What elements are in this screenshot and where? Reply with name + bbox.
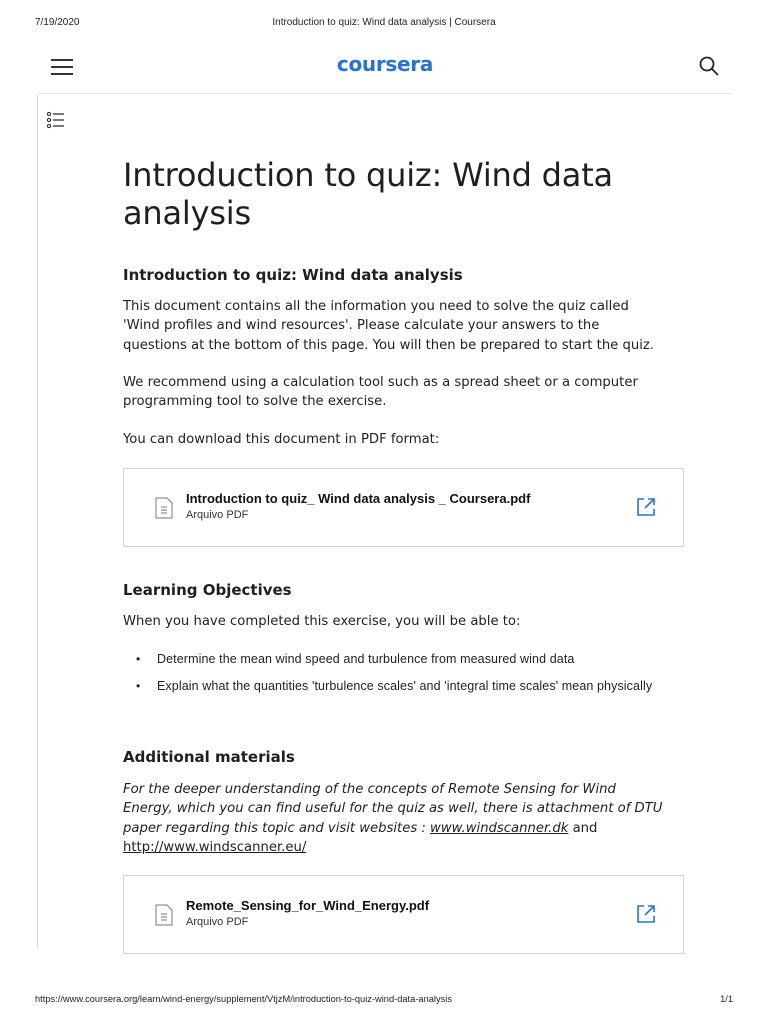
sidebar-divider (37, 95, 38, 948)
print-page-number: 1/1 (720, 994, 733, 1004)
additional-materials-paragraph (123, 780, 663, 857)
attachment-name[interactable]: Remote_Sensing_for_Wind_Energy.pdf (186, 898, 430, 913)
intro-heading: Introduction to quiz: Wind data analysis (123, 266, 463, 284)
additional-and: and (568, 820, 598, 836)
document-icon (155, 497, 173, 519)
list-item: • Determine the mean wind speed and turbulence from measured wind data (123, 650, 663, 668)
print-page-title: Introduction to quiz: Wind data analysis | Coursera (272, 17, 496, 28)
attachment-type: Arquivo PDF (186, 916, 249, 928)
tool-paragraph: We recommend using a calculation tool such as a spread sheet or a computer programming tool to solve the exercise. (123, 375, 638, 410)
objectives-heading: Learning Objectives (123, 581, 292, 599)
print-header (0, 17, 768, 31)
page-title: Introduction to quiz: Wind data analysis (123, 156, 613, 232)
coursera-logo[interactable]: coursera (336, 52, 434, 76)
open-external-icon[interactable] (635, 496, 657, 518)
attachment-type: Arquivo PDF (186, 509, 249, 521)
attachment-card-remote-sensing-pdf[interactable] (123, 875, 684, 954)
print-url: https://www.coursera.org/learn/wind-energy/supplement/VtjzM/introduction-to-quiz-wind-data-analysis (35, 994, 452, 1004)
list-outline-icon[interactable] (46, 110, 66, 130)
top-navigation-bar (38, 46, 732, 94)
document-icon (155, 904, 173, 926)
list-item: • Explain what the quantities 'turbulence scales' and 'integral time scales' mean physically (123, 677, 663, 695)
windscanner-eu-link[interactable]: http://www.windscanner.eu/ (123, 839, 307, 855)
open-external-icon[interactable] (635, 903, 657, 925)
download-paragraph: You can download this document in PDF format: (123, 432, 440, 447)
print-footer (0, 994, 768, 1008)
objectives-list (123, 650, 663, 704)
objectives-intro: When you have completed this exercise, you will be able to: (123, 614, 521, 629)
attachment-name[interactable]: Introduction to quiz_ Wind data analysis _ Coursera.pdf (186, 491, 531, 506)
print-date: 7/19/2020 (35, 17, 80, 28)
main-content (123, 156, 685, 928)
intro-paragraph: This document contains all the information you need to solve the quiz called 'Wind profiles and wind resources'. Please calculate your answers to the questions at the bottom of this page. You will then be prepared to start the quiz. (123, 299, 654, 353)
search-icon[interactable] (698, 55, 720, 77)
additional-materials-heading: Additional materials (123, 748, 295, 766)
windscanner-dk-link[interactable]: www.windscanner.dk (430, 820, 569, 836)
additional-text: For the deeper understanding of the concepts of Remote Sensing for Wind Energy, which you can find useful for the quiz as well, there is attachment of DTU paper regarding this topic and visit websites : (123, 782, 663, 836)
attachment-card-quiz-pdf[interactable] (123, 468, 684, 547)
